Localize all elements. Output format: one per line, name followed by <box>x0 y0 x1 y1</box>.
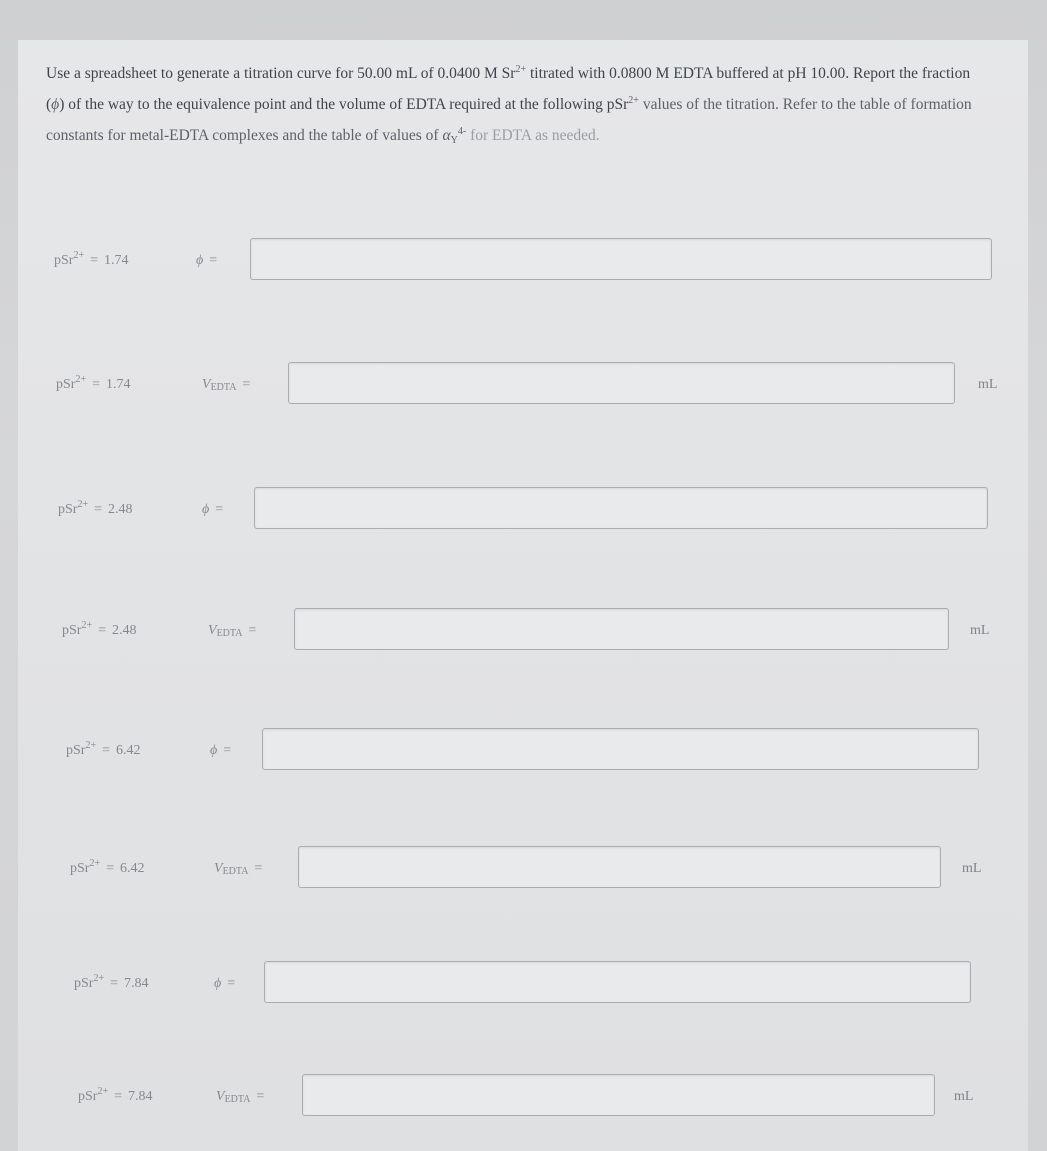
phi-label: ϕ = <box>196 253 218 268</box>
answer-row-vedta-2 <box>0 608 1047 654</box>
answer-row-vedta-4 <box>0 1074 1047 1120</box>
answer-row-phi-2 <box>0 487 1047 533</box>
answer-row-vedta-1 <box>0 362 1047 408</box>
question-part1: Use a spreadsheet to generate a titration curve for 50.00 mL of 0.0400 M Sr <box>46 65 516 82</box>
psr-label: pSr$^{2+}$ = 1.74 <box>56 374 131 392</box>
unit-ml: mL <box>970 623 990 638</box>
question-part3: ) of the way to the equivalence point and the volume of EDTA required at the following pSr <box>59 96 629 113</box>
question-phi: ϕ <box>51 96 60 113</box>
vedta-input-4[interactable] <box>302 1074 935 1116</box>
question-alpha-sup: 4- <box>457 126 467 137</box>
answer-row-vedta-3 <box>0 846 1047 892</box>
vedta-input-1[interactable] <box>288 362 955 404</box>
psr-label: pSr$^{2+}$ = 2.48 <box>58 499 133 517</box>
phi-input-1[interactable] <box>250 238 992 280</box>
phi-label: ϕ = <box>202 502 224 517</box>
phi-label: ϕ = <box>214 976 236 991</box>
phi-input-3[interactable] <box>262 728 979 770</box>
question-part4: values of the titration. Refer to the table of formation constants for metal-EDTA complexes and the table of values of <box>46 96 972 144</box>
vedta-label: VEDTA = <box>208 623 257 639</box>
psr-label: pSr$^{2+}$ = 6.42 <box>66 740 141 758</box>
vedta-label: VEDTA = <box>216 1089 265 1105</box>
phi-input-4[interactable] <box>264 961 971 1003</box>
unit-ml: mL <box>954 1089 974 1104</box>
answer-row-phi-4 <box>0 961 1047 1007</box>
vedta-input-3[interactable] <box>298 846 941 888</box>
phi-label: ϕ = <box>210 743 232 758</box>
psr-label: pSr$^{2+}$ = 2.48 <box>62 620 137 638</box>
psr-label: pSr$^{2+}$ = 1.74 <box>54 250 129 268</box>
vedta-label: VEDTA = <box>214 861 263 877</box>
question-alpha-sub: Y <box>450 135 458 146</box>
question-part5: for EDTA as needed. <box>466 127 600 144</box>
question-part1-sup: 2+ <box>515 64 527 75</box>
question-alpha: α <box>442 127 451 144</box>
psr-label: pSr$^{2+}$ = 7.84 <box>74 973 149 991</box>
phi-input-2[interactable] <box>254 487 988 529</box>
psr-label: pSr$^{2+}$ = 6.42 <box>70 858 145 876</box>
question-part3-sup: 2+ <box>628 95 639 106</box>
vedta-input-2[interactable] <box>294 608 949 650</box>
question-part2: titrated with 0.0800 M EDTA buffered at pH 10.00. Report the fraction ( <box>46 65 971 113</box>
psr-label: pSr$^{2+}$ = 7.84 <box>78 1086 153 1104</box>
vedta-label: VEDTA = <box>202 377 251 393</box>
unit-ml: mL <box>978 377 998 392</box>
unit-ml: mL <box>962 861 982 876</box>
answer-row-phi-1 <box>0 238 1047 284</box>
answer-row-phi-3 <box>0 728 1047 774</box>
question-text <box>46 58 991 151</box>
